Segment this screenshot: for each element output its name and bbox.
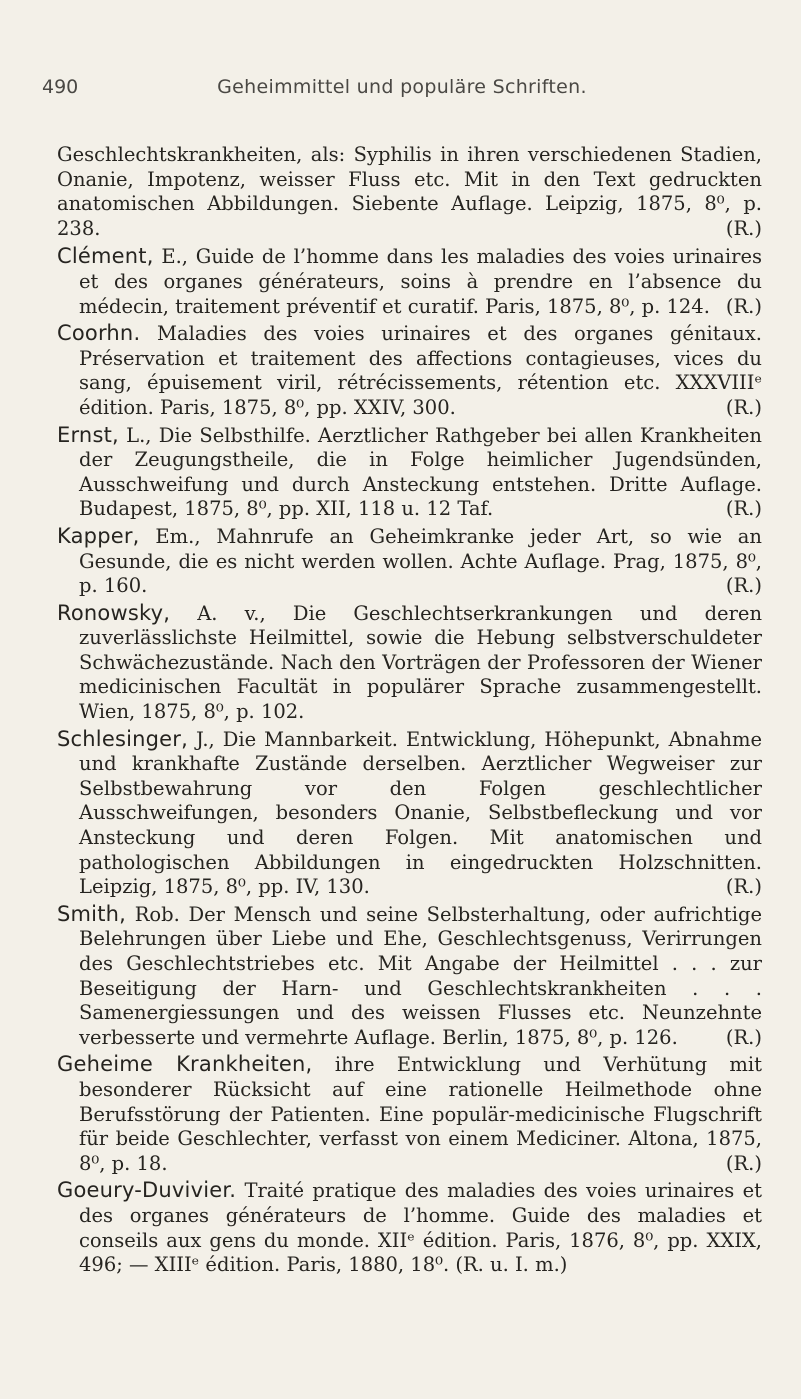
entry-author: Clément, bbox=[57, 244, 154, 269]
entry-text: Rob. Der Mensch und seine Selbsterhaltung, oder aufrichtige Belehrungen über Liebe und Ehe, Geschlechtsgenuss, Verirrungen des Geschlechtstriebes etc. Mit Angabe der Heilmittel . . . zur Beseitigung der Harn- und Geschlechtskrankheiten . . . Samenergiessungen und des weissen Flusses etc. Neunzehnte verbesserte und vermehrte Auflage. Berlin, 1875, 8⁰, p. 126. bbox=[79, 902, 762, 1049]
entry-text: J., Die Mannbarkeit. Entwicklung, Höhepunkt, Abnahme und krankhafte Zustände derselben. Aerztlicher Wegweiser zur Selbstbewahrung vor den Folgen geschlechtlicher Ausschweifungen, besonders Onanie, Selbstbefleckung und vor Ansteckung und deren Folgen. Mit anatomischen und pathologischen Abbildungen in eingedruckten Holzschnitten. Leipzig, 1875, 8⁰, pp. IV, 130. bbox=[79, 727, 762, 899]
bibliography-entry bbox=[57, 1178, 762, 1277]
entry-author: Goeury-Duvivier. bbox=[57, 1178, 237, 1203]
entry-source: (R.) bbox=[725, 1151, 762, 1175]
entry-source: (R.) bbox=[725, 574, 762, 598]
entry-text: A. v., Die Geschlechtserkrankungen und deren zuverlässlichste Heilmittel, sowie die Hebung selbstverschuldeter Schwächezustände. Nach den Vorträgen der Professoren der Wiener medicinischen Facultät in populärer Sprache zusammengestellt. Wien, 1875, 8⁰, p. 102. bbox=[79, 601, 763, 724]
entry-author: Coorhn. bbox=[57, 321, 141, 346]
bibliography-entry bbox=[57, 321, 762, 420]
entry-text: E., Guide de l’homme dans les maladies des voies urinaires et des organes générateurs, soins à prendre en l’absence du médecin, traitement préventif et curatif. Paris, 1875, 8⁰, p. 124. bbox=[79, 245, 762, 318]
entry-source: (R.) bbox=[725, 1025, 762, 1049]
bibliography-entry bbox=[57, 601, 762, 725]
entry-text: ihre Entwicklung und Verhütung mit besonderer Rücksicht auf eine rationelle Heilmethode ohne Berufsstörung der Patienten. Eine populär-medicinische Flugschrift für beide Geschlechter, verfasst von einem Mediciner. Altona, 1875, 8⁰, p. 18. bbox=[79, 1053, 762, 1175]
bibliography-list bbox=[57, 143, 762, 1280]
entry-text: Geschlechtskrankheiten, als: Syphilis in ihren verschiedenen Stadien, Onanie, Impotenz, weisser Fluss etc. Mit in den Text gedruckten anatomischen Abbildungen. Siebente Auflage. Leipzig, 1875, 8⁰, p. 238. bbox=[57, 143, 762, 240]
entry-author: Schlesinger, bbox=[57, 726, 188, 751]
page-header bbox=[42, 76, 762, 106]
bibliography-entry bbox=[57, 244, 762, 319]
entry-source: (R.) bbox=[725, 216, 762, 240]
entry-title-heading: Geheime Krankheiten, bbox=[57, 1052, 313, 1077]
running-title: Geheimmittel und populäre Schriften. bbox=[217, 76, 587, 98]
bibliography-entry bbox=[57, 524, 762, 599]
bibliography-entry bbox=[57, 143, 762, 241]
bibliography-entry bbox=[57, 423, 762, 522]
entry-text: Em., Mahnrufe an Geheimkranke jeder Art, so wie an Gesunde, die es nicht werden wollen. Achte Auflage. Prag, 1875, 8⁰, p. 160. bbox=[79, 524, 762, 598]
entry-source: (R.) bbox=[725, 294, 762, 318]
entry-author: Kapper, bbox=[57, 523, 140, 548]
page-number: 490 bbox=[42, 76, 79, 98]
entry-author: Ernst, bbox=[57, 422, 119, 447]
bibliography-entry bbox=[57, 727, 762, 900]
entry-text: Maladies des voies urinaires et des organes génitaux. Préservation et traitement des affections contagieuses, vices du sang, épuisement viril, rétrécissements, rétention etc. XXXVIIIᵉ édition. Paris, 1875, 8⁰, pp. XXIV, 300. bbox=[79, 322, 762, 419]
bibliography-entry bbox=[57, 1052, 762, 1176]
entry-source: (R.) bbox=[725, 497, 762, 521]
entry-author: Ronowsky, bbox=[57, 600, 171, 625]
entry-source: (R.) bbox=[725, 875, 762, 899]
entry-source: (R.) bbox=[725, 395, 762, 419]
entry-text: L., Die Selbsthilfe. Aerztlicher Rathgeber bei allen Krankheiten der Zeugungstheile, die in Folge heimlicher Jugendsünden, Ausschweifung und durch Ansteckung entstehen. Dritte Auflage. Budapest, 1875, 8⁰, pp. XII, 118 u. 12 Taf. bbox=[79, 423, 762, 521]
entry-text: Traité pratique des maladies des voies urinaires et des organes générateurs de l’homme. Guide des maladies et conseils aux gens du monde. XIIᵉ édition. Paris, 1876, 8⁰, pp. XXIX, 496; — XIIIᵉ édition. Paris, 1880, 18⁰. (R. u. I. m.) bbox=[79, 1179, 762, 1277]
bibliography-entry bbox=[57, 902, 762, 1051]
entry-author: Smith, bbox=[57, 901, 127, 926]
